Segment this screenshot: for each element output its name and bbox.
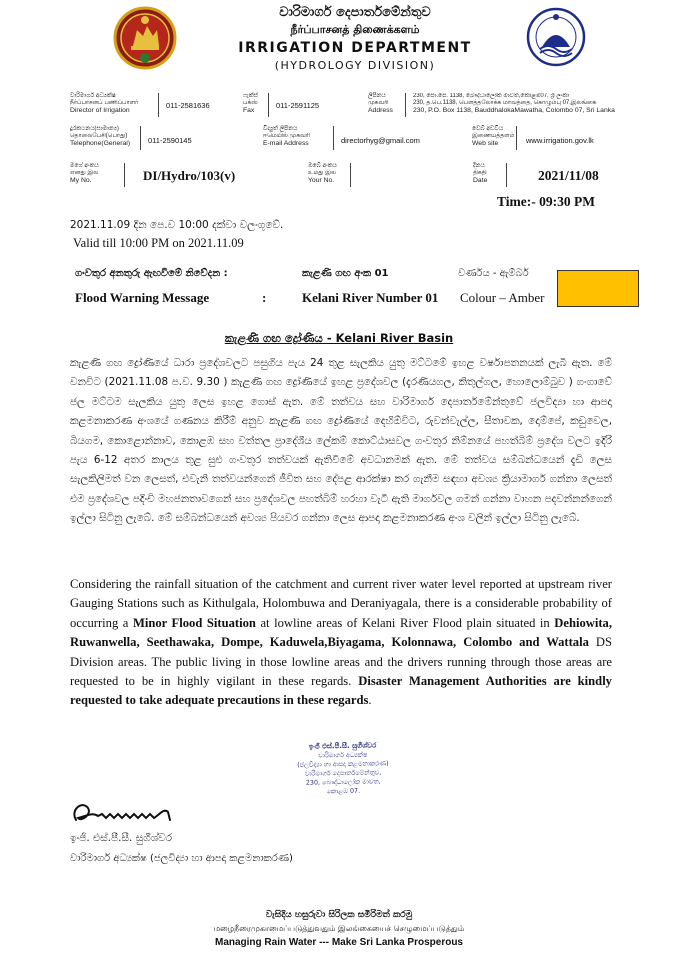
sri-lanka-emblem xyxy=(113,6,177,70)
address-label: ලිපිනය முகவரி Address xyxy=(368,93,393,115)
divider xyxy=(333,126,334,150)
department-title-tamil: நீர்ப்பாசனத் திணைக்களம் xyxy=(290,23,420,36)
validity-sinhala: 2021.11.09 දින පෙ.ව 10:00 දක්වා වලංගුවේ. xyxy=(70,219,284,231)
division-title: (HYDROLOGY DIVISION) xyxy=(274,59,436,72)
sinhala-paragraph: කැළණි ගඟ ද්‍රෝණියේ ධාරා ප්‍රදේශවලට පසුගිය පැය 24 තුළ සැලකිය යුතු මට්ටමේ ඉහළ වර්ෂාපතනයක් ලැබී ඇත. මේ වනවිට (2021.11.08 ප.ව. 9.30 ) කැළණි ගඟ ද්‍රෝණියේ ඉහළ ප්‍රදේශවල (දැරණියගල, කිතුල්ගල, හොලොම්බුව ) ගංගාවේ ජල මට්ටම සැලකිය යුතු ලෙස ඉහළ ගොස් ඇත. මේ තත්වය සහ වාරිමාර්ග දෙපාර්තමේන්තුවේ ජලවිද්‍යා හා ආපදා කළමනාකරණ අංශයේ ගණනය කිරීම් අනුව කැළණි ගඟ ද්‍රෝණියේ දෙහිඕවිට, රුවන්වැල්ල, සීතාවක, දොම්පේ, කඩුවෙල, බියගම, කොළොන්නාව, කොළඹ සහ වත්තල ප්‍රාදේශීය ලේකම් කොට්ඨාසවල ගංවතුර නිම්නයේ පහත්බිම් ප්‍රදේශ වලට ඉදිරි පැය 6-12 අතර කාලය තුළ සුළු ගංවතුර තත්වයක් ඇතිවීමේ අවධානමක් ඇත. මේ තත්වය සම්බන්ධයෙන් දැඩි ලෙස සැලකිලිමත් වන ලෙසත්, එවැනි තත්වයන්ගෙන් ජීවිත සහ දේපළ ආරක්ෂා කර ගැනීම සඳහා අවශ්‍ය ක්‍රියාමාර්ග ගන්නා ලෙසත් එම ප්‍රදේශවල පදිංචි මහජනතාවගෙන් සහ ප්‍රදේශවල පහත්බිම් හරහා වැටී ඇති මාර්ගවල ගමන් ගන්නා වාහන පදවන්නන්ගෙන් ඉල්ලා සිටිනු ලැබේ. මේ සම්බන්ධයෙන් අවශ්‍ය පියවර ගන්නා ලෙස ආපදා කළමනාකරණ අංශ වලින් ඉල්ලා සිටිනු ලැබේ. xyxy=(70,357,612,525)
divider xyxy=(158,93,159,117)
footer-slogan-sinhala: වැසිදිය හසුරුවා සිරිලක සමිරිමත් කරමු xyxy=(265,910,413,920)
signatory-title: වාරිමාර්ග අධ්‍යක්ෂ (ජලවිද්‍යා හා ආපදා කළමනාකරණ) xyxy=(70,853,293,864)
telephone-general: 011-2590145 xyxy=(148,136,192,145)
footer-slogan-tamil: மழைநீரைமுகாமைப்படுத்துவதும் இலங்கையைச் செழுமைப்படுத்தும் xyxy=(213,924,465,933)
river-number-sinhala: කැළණි ගඟ අංක 01 xyxy=(302,268,389,279)
validity-english: Valid till 10:00 PM on 2021.11.09 xyxy=(73,236,244,250)
address-lines: 230, පො.පෙ. 1138, බෞද්ධාලෝක මාවත,කොළඹ07, ශ්‍රී ලංකා 230, த.பெ.1138, பௌத்தலோக்க மாவத்தை, கொழும்பு 07,இலங்கை 230, P.O. Box 1138, BauddhalokaMawatha, Colombo 07, Sri Lanka xyxy=(413,93,615,115)
basin-heading: කැළණි ගඟ ද්‍රෝණිය - Kelani River Basin xyxy=(224,331,454,345)
minor-flood-highlight: Minor Flood Situation xyxy=(132,615,256,630)
website-label: වෙබ් අඩවිය இணையத்தளம் Web site xyxy=(472,126,515,148)
footer-slogan-english: Managing Rain Water --- Make Sri Lanka Prosperous xyxy=(214,937,463,948)
director-phone: 011-2581636 xyxy=(166,101,210,110)
document-time: Time:- 09:30 PM xyxy=(497,194,595,209)
divider xyxy=(140,126,141,150)
divider xyxy=(124,163,125,187)
divider xyxy=(350,163,351,187)
website-link[interactable]: www.irrigation.gov.lk xyxy=(526,136,594,145)
fax-number: 011-2591125 xyxy=(276,101,320,110)
warning-label-sinhala: ගංවතුර අනතුරු ඇඟවීමේ නිවේදන : xyxy=(75,268,228,279)
email-address[interactable]: directorhyg@gmail.com xyxy=(341,136,420,145)
my-reference-number: DI/Hydro/103(v) xyxy=(143,168,236,183)
affected-areas: Dehiowita, Ruwanwella, Seethawaka, Dompe, Kaduwela,Biyagama, Kolonnawa, Colombo and Wattala xyxy=(70,615,612,650)
date-label: දිනය திகதி Date xyxy=(473,163,488,185)
english-paragraph: Considering the rainfall situation of the catchment and current river water level reported at upstream river Gauging Stations such as Kithulgala, Holombuwa and Deraniyagala, there is a considerable probability of occurring a Minor Flood Situation at lowline areas of Kelani River Flood plain situated in Dehiowita, Ruwanwella, Seethawaka, Dompe, Kaduwela,Biyagama, Kolonnawa, Colombo and Wattala DS Division areas. The public living in those lowline areas and the drivers running through those areas are requested to be in highly vigilant in these regards. Disaster Management Authorities are kindly requested to take adequate precautions in these regards. xyxy=(70,577,612,708)
colour-label-english: Colour – Amber xyxy=(460,290,545,305)
your-no-label: ඔබේ අංකය உமது இல Your No. xyxy=(308,163,337,185)
warning-colon: : xyxy=(262,290,267,305)
fax-label: ෆැක්ස් பக்ஸ் Fax xyxy=(243,93,258,115)
official-stamp: ඉංජි එස්.පී.සී. සුගීශ්වර වාරිමාර්ග අධ්‍යක්ෂ (ජලවිද්‍යා හා ආපදා කළමනාකරණ) වාරිමාර්ග දෙපාර්තමේන්තුව, 230, බෞද්ධාලෝක මාවත, කොළඹ 07. xyxy=(297,741,389,796)
colour-label-sinhala: වර්ණය - ඇම්බර් xyxy=(458,268,529,279)
department-title-english: IRRIGATION DEPARTMENT xyxy=(238,40,472,56)
document-date: 2021/11/08 xyxy=(538,168,599,183)
telephone-label: දුරකථනය(සාමාන්‍ය) தொலைபேசி(பொது) Telephone(General) xyxy=(70,126,131,148)
divider xyxy=(506,163,507,187)
river-number-english: Kelani River Number 01 xyxy=(302,290,439,305)
signature-mark xyxy=(68,792,218,832)
signatory-name: ඉංජි. එස්.පී.සී. සුගීශ්වර xyxy=(70,832,173,844)
my-no-label: මගේ අංකය எனது இல My No. xyxy=(70,163,99,185)
divider xyxy=(268,93,269,117)
department-title-sinhala: වාරිමාර්ග දෙපාර්තමේන්තුව xyxy=(279,5,431,20)
divider xyxy=(405,93,406,117)
amber-colour-swatch xyxy=(557,270,639,307)
director-label: වාරිමාර්ග අධ්‍යක්ෂ நீர்ப்பாசனப் பணிப்பாளர் Director of Irrigation xyxy=(70,93,139,115)
irrigation-department-logo xyxy=(526,5,586,71)
divider xyxy=(516,126,517,150)
email-label: විද්‍යුත් ලිපිනය ஈமெயில் முகவரி E-mail Address xyxy=(263,126,311,148)
warning-label-english: Flood Warning Message xyxy=(75,290,210,305)
disaster-authority-request: Disaster Management Authorities are kindly requested to take adequate precautions in these regards xyxy=(70,674,612,708)
